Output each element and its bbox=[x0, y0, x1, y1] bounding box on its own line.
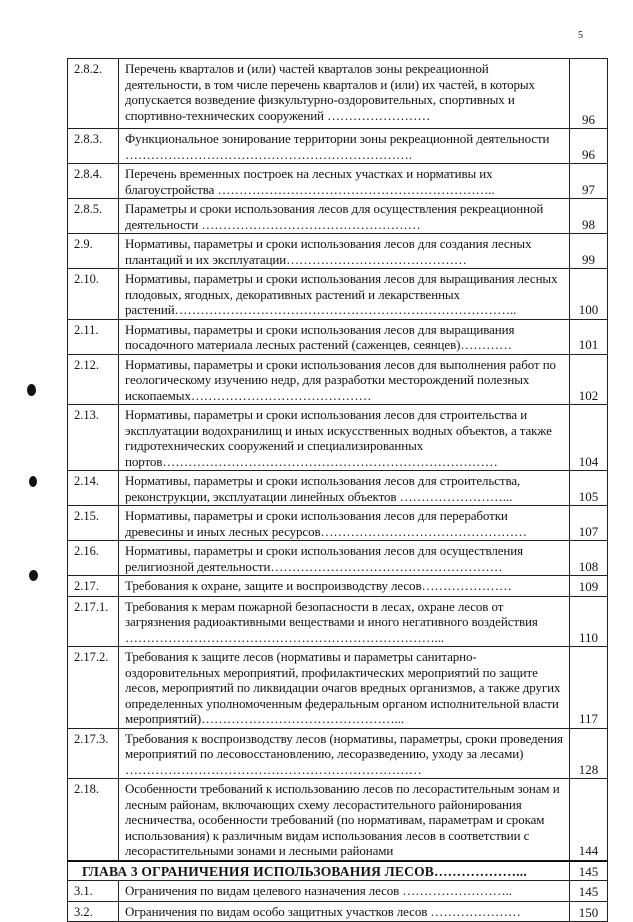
section-title: Требования к защите лесов (нормативы и параметры санитарно-оздоровительных мероприятий, профилактических мероприятий по защите лесов, мероприятий по ликвидации очагов вредных организмов, а также других определенных уполномоченным федеральным органом исполнительной власти мероприятий)………………………………………... bbox=[119, 647, 570, 729]
section-title: Перечень временных построек на лесных участках и нормативы их благоустройства ……………………………………………………….. bbox=[119, 164, 570, 199]
section-number: 3.2. bbox=[68, 901, 119, 922]
section-title: Функциональное зонирование территории зоны рекреационной деятельности …………………………………………………………. bbox=[119, 129, 570, 164]
toc-row bbox=[68, 541, 608, 576]
toc-row bbox=[68, 901, 608, 922]
toc-row bbox=[68, 354, 608, 405]
section-number: 2.16. bbox=[68, 541, 119, 576]
section-number: 2.17. bbox=[68, 576, 119, 597]
section-number: 2.12. bbox=[68, 354, 119, 405]
section-title: Ограничения по видам целевого назначения лесов …………………….. bbox=[119, 881, 570, 902]
section-page: 150 bbox=[570, 901, 608, 922]
toc-row bbox=[68, 728, 608, 779]
section-page: 145 bbox=[570, 881, 608, 902]
section-page: 107 bbox=[570, 506, 608, 541]
section-page: 96 bbox=[570, 59, 608, 129]
section-number: 2.14. bbox=[68, 471, 119, 506]
section-number: 3.1. bbox=[68, 881, 119, 902]
section-title: Нормативы, параметры и сроки использования лесов для осуществления религиозной деятельности……………………………………………… bbox=[119, 541, 570, 576]
section-title: Требования к мерам пожарной безопасности в лесах, охране лесов от загрязнения радиоактивными веществами и иного негативного воздействия ………………………………………………………………... bbox=[119, 596, 570, 647]
binder-hole-mark bbox=[29, 570, 38, 581]
section-page: 96 bbox=[570, 129, 608, 164]
section-title: Параметры и сроки использования лесов для осуществления рекреационной деятельности …………………………………………… bbox=[119, 199, 570, 234]
toc-row bbox=[68, 234, 608, 269]
section-page: 102 bbox=[570, 354, 608, 405]
section-title: Особенности требований к использованию лесов по лесорастительным зонам и лесным районам, включающих схему лесорастительного районирования лесничества, особенности требований (по нормативам, параметрам и срокам использования) к различным видам использования лесов в соответствии с лесорастительными зонами и лесными районами bbox=[119, 779, 570, 861]
section-page: 104 bbox=[570, 405, 608, 471]
section-number: 2.17.3. bbox=[68, 728, 119, 779]
section-title: Нормативы, параметры и сроки использования лесов для выполнения работ по геологическому изучению недр, для разработки месторождений полезных ископаемых…………………………………… bbox=[119, 354, 570, 405]
section-page: 99 bbox=[570, 234, 608, 269]
section-page: 101 bbox=[570, 319, 608, 354]
chapter-row bbox=[68, 861, 608, 881]
section-number: 2.8.5. bbox=[68, 199, 119, 234]
section-title: Перечень кварталов и (или) частей кварталов зоны рекреационной деятельности, в том числе перечень кварталов и (или) их частей, в которых допускается возведение физкультурно-оздоровительных, спортивных и спортивно-технических сооружений …………………… bbox=[119, 59, 570, 129]
section-number: 2.10. bbox=[68, 269, 119, 320]
toc-row bbox=[68, 881, 608, 902]
section-page: 128 bbox=[570, 728, 608, 779]
section-title: Нормативы, параметры и сроки использования лесов для строительства и эксплуатации водохранилищ и иных искусственных водных объектов, а также гидротехнических сооружений и специализированных портов…………………………………………………………………… bbox=[119, 405, 570, 471]
section-number: 2.17.2. bbox=[68, 647, 119, 729]
section-title: Нормативы, параметры и сроки использования лесов для создания лесных плантаций и их эксплуатации…………………………………… bbox=[119, 234, 570, 269]
toc-row bbox=[68, 506, 608, 541]
section-title: Требования к охране, защите и воспроизводству лесов………………… bbox=[119, 576, 570, 597]
section-title: Нормативы, параметры и сроки использования лесов для выращивания посадочного материала лесных растений (саженцев, сеянцев)………… bbox=[119, 319, 570, 354]
section-number: 2.8.4. bbox=[68, 164, 119, 199]
table-of-contents bbox=[67, 58, 608, 922]
page-number: 5 bbox=[578, 30, 583, 41]
binder-hole-mark bbox=[27, 384, 36, 396]
section-number: 2.13. bbox=[68, 405, 119, 471]
toc-row bbox=[68, 59, 608, 129]
section-number: 2.11. bbox=[68, 319, 119, 354]
toc-row bbox=[68, 164, 608, 199]
section-page: 144 bbox=[570, 779, 608, 861]
section-number: 2.18. bbox=[68, 779, 119, 861]
chapter-title: ГЛАВА 3 ОГРАНИЧЕНИЯ ИСПОЛЬЗОВАНИЯ ЛЕСОВ………………... bbox=[68, 861, 570, 881]
section-page: 109 bbox=[570, 576, 608, 597]
section-page: 97 bbox=[570, 164, 608, 199]
toc-row bbox=[68, 405, 608, 471]
section-title: Нормативы, параметры и сроки использования лесов для переработки древесины и иных лесных ресурсов………………………………………… bbox=[119, 506, 570, 541]
section-number: 2.17.1. bbox=[68, 596, 119, 647]
binder-hole-mark bbox=[29, 476, 37, 487]
toc-row bbox=[68, 269, 608, 320]
section-title: Нормативы, параметры и сроки использования лесов для строительства, реконструкции, эксплуатации линейных объектов ……………………... bbox=[119, 471, 570, 506]
section-number: 2.9. bbox=[68, 234, 119, 269]
section-number: 2.8.3. bbox=[68, 129, 119, 164]
section-page: 98 bbox=[570, 199, 608, 234]
section-number: 2.15. bbox=[68, 506, 119, 541]
toc-row bbox=[68, 199, 608, 234]
section-title: Нормативы, параметры и сроки использования лесов для выращивания лесных плодовых, ягодных, декоративных растений и лекарственных растений…………………………………………………………………….. bbox=[119, 269, 570, 320]
toc-row bbox=[68, 779, 608, 861]
section-page: 100 bbox=[570, 269, 608, 320]
section-number: 2.8.2. bbox=[68, 59, 119, 129]
chapter-page: 145 bbox=[570, 861, 608, 881]
section-title: Требования к воспроизводству лесов (нормативы, параметры, сроки проведения мероприятий по лесовосстановлению, лесоразведению, уходу за лесами) …………………………………………………………… bbox=[119, 728, 570, 779]
toc-row bbox=[68, 596, 608, 647]
section-page: 108 bbox=[570, 541, 608, 576]
section-page: 105 bbox=[570, 471, 608, 506]
toc-row bbox=[68, 319, 608, 354]
section-page: 110 bbox=[570, 596, 608, 647]
toc-row bbox=[68, 576, 608, 597]
toc-row bbox=[68, 647, 608, 729]
toc-row bbox=[68, 471, 608, 506]
section-page: 117 bbox=[570, 647, 608, 729]
toc-row bbox=[68, 129, 608, 164]
section-title: Ограничения по видам особо защитных участков лесов ………………… bbox=[119, 901, 570, 922]
